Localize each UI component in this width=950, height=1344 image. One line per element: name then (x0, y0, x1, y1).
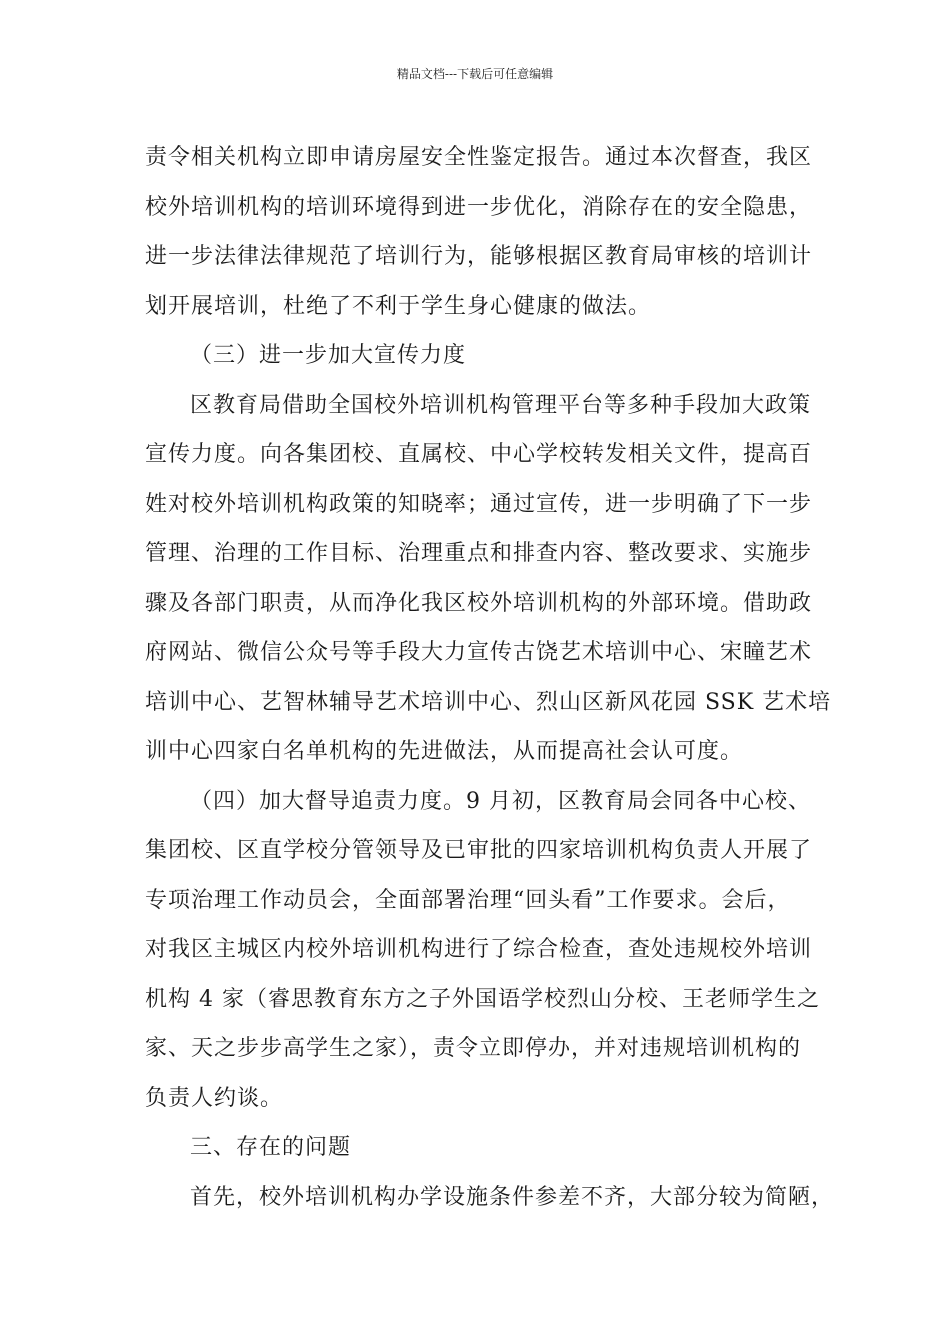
page-header: 精品文档---下载后可任意编辑 (396, 67, 554, 81)
text-line: 进一步法律法律规范了培训行为，能够根据区教育局审核的培训计 (145, 244, 813, 269)
text-line: 专项治理工作动员会，全面部署治理“回头看”工作要求。会后， (145, 887, 791, 913)
text-line: 对我区主城区内校外培训机构进行了综合检查，查处违规校外培训 (145, 937, 813, 962)
text-line: 机构 4 家（睿思教育东方之子外国语学校烈山分校、王老师学生之 (145, 986, 820, 1012)
text-line: 宣传力度。向各集团校、直属校、中心学校转发相关文件，提高百 (145, 442, 813, 467)
text-line: 三、存在的问题 (190, 1135, 352, 1160)
text-line: （四）加大督导追责力度。9 月初，区教育局会同各中心校、 (190, 788, 811, 814)
text-line: 负责人约谈。 (145, 1085, 284, 1111)
text-line: （三）进一步加大宣传力度 (190, 343, 467, 368)
text-line: 集团校、区直学校分管领导及已审批的四家培训机构负责人开展了 (145, 838, 813, 863)
text-line: 训中心四家白名单机构的先进做法，从而提高社会认可度。 (145, 739, 744, 764)
text-line: 姓对校外培训机构政策的知晓率；通过宣传，进一步明确了下一步 (145, 491, 813, 517)
text-line: 培训中心、艺智林辅导艺术培训中心、烈山区新风花园 SSK 艺术培 (145, 689, 832, 715)
document-body (145, 133, 835, 1222)
text-line: 府网站、微信公众号等手段大力宣传古饶艺术培训中心、宋瞳艺术 (145, 640, 813, 665)
text-line: 管理、治理的工作目标、治理重点和排查内容、整改要求、实施步 (145, 541, 813, 566)
text-line: 校外培训机构的培训环境得到进一步优化，消除存在的安全隐患， (145, 194, 813, 220)
text-line: 划开展培训，杜绝了不利于学生身心健康的做法。 (145, 293, 652, 319)
text-line: 首先，校外培训机构办学设施条件参差不齐，大部分较为简陋， (190, 1184, 835, 1210)
text-line: 责令相关机构立即申请房屋安全性鉴定报告。通过本次督查，我区 (145, 145, 813, 170)
text-line: 家、天之步步高学生之家），责令立即停办，并对违规培训机构的 (145, 1036, 802, 1061)
text-line: 骤及各部门职责，从而净化我区校外培训机构的外部环境。借助政 (145, 590, 813, 616)
text-line: 区教育局借助全国校外培训机构管理平台等多种手段加大政策 (190, 392, 812, 418)
